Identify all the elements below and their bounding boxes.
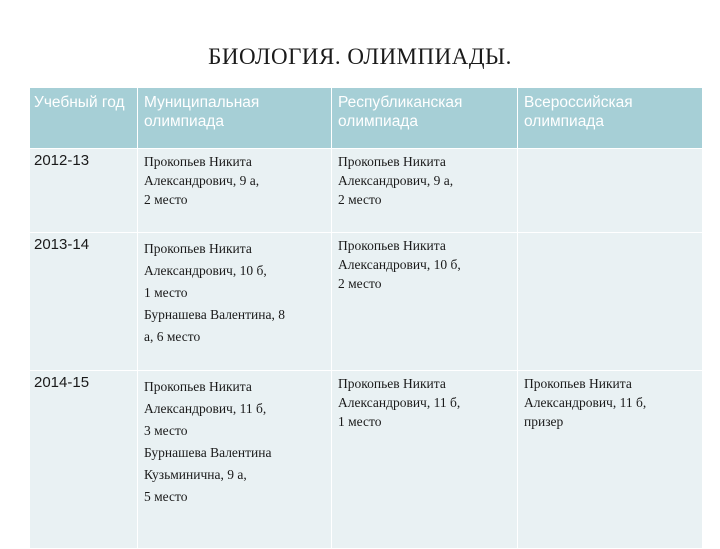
row-2012-13-municipal: Прокопьев Никита Александрович, 9 а, 2 место [138, 149, 332, 233]
row-2014-15-russia: Прокопьев Никита Александрович, 11 б, призер [518, 371, 702, 549]
olympiad-table [30, 88, 702, 549]
row-2013-14-municipal: Прокопьев Никита Александрович, 10 б, 1 место Бурнашева Валентина, 8 а, 6 место [138, 233, 332, 371]
header-republic: Республиканская олимпиада [332, 88, 518, 149]
header-municipal: Муниципальная олимпиада [138, 88, 332, 149]
header-year: Учебный год [30, 88, 138, 149]
row-2013-14-russia [518, 233, 702, 371]
slide-title: БИОЛОГИЯ. ОЛИМПИАДЫ. [208, 44, 512, 69]
row-year-2013-14: 2013-14 [30, 233, 138, 371]
row-year-2012-13: 2012-13 [30, 149, 138, 233]
row-year-2014-15: 2014-15 [30, 371, 138, 549]
row-2013-14-republic: Прокопьев Никита Александрович, 10 б, 2 место [332, 233, 518, 371]
row-2014-15-republic: Прокопьев Никита Александрович, 11 б, 1 место [332, 371, 518, 549]
header-russia: Всероссийская олимпиада [518, 88, 702, 149]
row-2014-15-municipal: Прокопьев Никита Александрович, 11 б, 3 место Бурнашева Валентина Кузьминична, 9 а, 5 место [138, 371, 332, 549]
row-2012-13-republic: Прокопьев Никита Александрович, 9 а, 2 место [332, 149, 518, 233]
row-2012-13-russia [518, 149, 702, 233]
